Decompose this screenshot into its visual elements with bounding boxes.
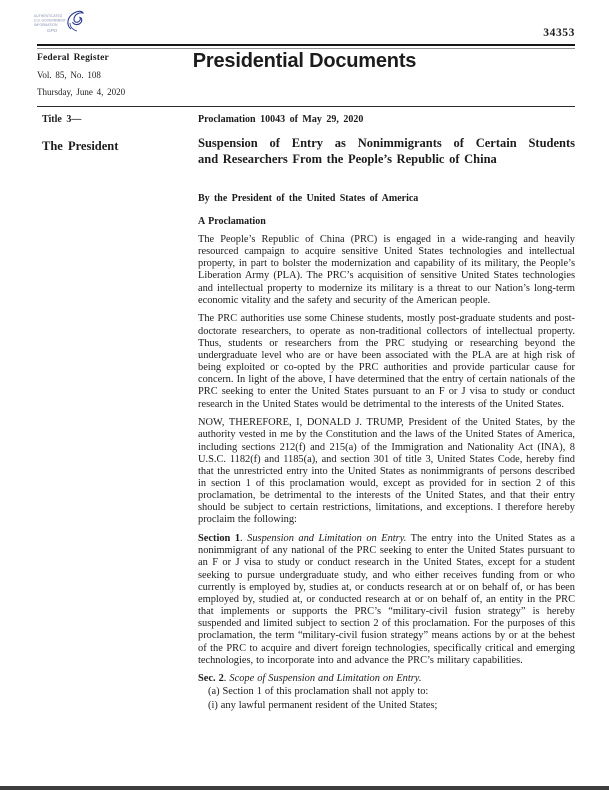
section-2-title: Scope of Suspension and Limitation on Entry. — [229, 673, 422, 685]
gpo-logo-line3: INFORMATION — [34, 22, 58, 27]
top-double-rule — [37, 44, 575, 49]
journal-volume: Vol. 85, No. 108 — [37, 70, 101, 80]
page-number: 34353 — [543, 27, 575, 39]
gpo-authentication-logo — [33, 9, 87, 46]
proclamation-subheading: A Proclamation — [198, 216, 266, 227]
section-1-text: The entry into the United States as a nonimmigrant of any national of the PRC seeking to enter the United States pursuant to an F or J visa to study or conduct research in the United States, except for a student seeking to pursue undergraduate study, and who either receives funding from or who currently is employed by, studies at, or conducts research at or on behalf of, or has been employed by, studied at, or conducted research at or on behalf of, an entity in the PRC that implements or supports the PRC’s “military-civil fusion strategy” is hereby suspended and limited subject to section 2 of this proclamation. For the purposes of this proclamation, the term “military-civil fusion strategy” means actions by or at the behest of the PRC to acquire and divert foreign technologies, specifically critical and emerging technologies, to incorporate into and advance the PRC’s military capabilities. — [198, 533, 575, 666]
title-3-label: Title 3— — [42, 114, 82, 125]
body-paragraph: NOW, THEREFORE, I, DONALD J. TRUMP, President of the United States, by the authority vested in me by the Constitution and the laws of the United States of America, including sections 212(f) and 215(a) of the Immigration and Nationality Act (INA), 8 U.S.C. 1182(f) and 1185(a), and section 301 of title 3, United States Code, hereby find that the unrestricted entry into the United States as nonimmigrants of persons described in section 1 of this proclamation would, except as provided for in section 2 of this proclamation, be detrimental to the interests of the United States, and that their entry should be subject to certain restrictions, limitations, and exceptions. I therefore hereby proclaim the following: — [198, 417, 575, 526]
gpo-logo-line1: AUTHENTICATED — [34, 14, 63, 18]
subsection-a: (a) Section 1 of this proclamation shall not apply to: — [208, 686, 429, 698]
clause-i: (i) any lawful permanent resident of the United States; — [208, 699, 438, 711]
section-2-paragraph — [198, 673, 575, 685]
content-area — [37, 114, 575, 712]
section-heading: Presidential Documents — [192, 50, 417, 72]
gpo-swoosh — [68, 11, 83, 29]
page-bottom-edge — [0, 786, 609, 790]
section-1-title: Suspension and Limitation on Entry. — [247, 533, 407, 545]
gpo-logo-graphic — [33, 9, 87, 41]
body-paragraph: The PRC authorities use some Chinese students, mostly post-graduate students and post-doctorate researchers, to operate as non-traditional collectors of intellectual property. Thus, students or researchers from the PRC studying or researching beyond the undergraduate level who are or have been associated with the PLA are at high risk of being exploited or co-opted by the PRC authorities and provide particular cause for concern. In light of the above, I have determined that the entry of certain nationals of the PRC seeking to enter the United States pursuant to an F or J visa to study or conduct research in the United States would be detrimental to the interests of the United States. — [198, 313, 575, 410]
masthead-rule — [37, 106, 575, 107]
section-1-label: Section 1 — [198, 533, 241, 545]
section-1-separator: . — [240, 533, 248, 545]
document-title-line2: and Researchers From the People’s Republic of China — [198, 151, 497, 166]
document-title-line1: Suspension of Entry as Nonimmigrants of Certain Students — [198, 136, 575, 150]
document-title — [198, 136, 575, 167]
gpo-logo-line4: GPO — [47, 28, 58, 33]
byline: By the President of the United States of America — [198, 193, 419, 204]
journal-title: Federal Register — [37, 53, 109, 63]
section-1-paragraph — [198, 533, 575, 667]
journal-date: Thursday, June 4, 2020 — [37, 87, 126, 97]
document-body — [198, 114, 575, 712]
gpo-logo-line2: U.S. GOVERNMENT — [34, 18, 66, 23]
body-paragraph: The People’s Republic of China (PRC) is engaged in a wide-ranging and heavily resourced campaign to acquire sensitive United States technologies and intellectual property, in part to bolster the modernization and capability of its military, the People’s Liberation Army (PLA). The PRC’s acquisition of sensitive United States technologies and intellectual property to modernize its military is a threat to our Nation’s long-term economic vitality and the safety and security of the American people. — [198, 234, 575, 306]
section-2-label: Sec. 2 — [198, 673, 224, 685]
the-president-label: The President — [42, 139, 119, 153]
title-sidebar — [37, 114, 198, 712]
section-2-separator: . — [223, 673, 230, 685]
proclamation-number-line: Proclamation 10043 of May 29, 2020 — [198, 114, 364, 125]
